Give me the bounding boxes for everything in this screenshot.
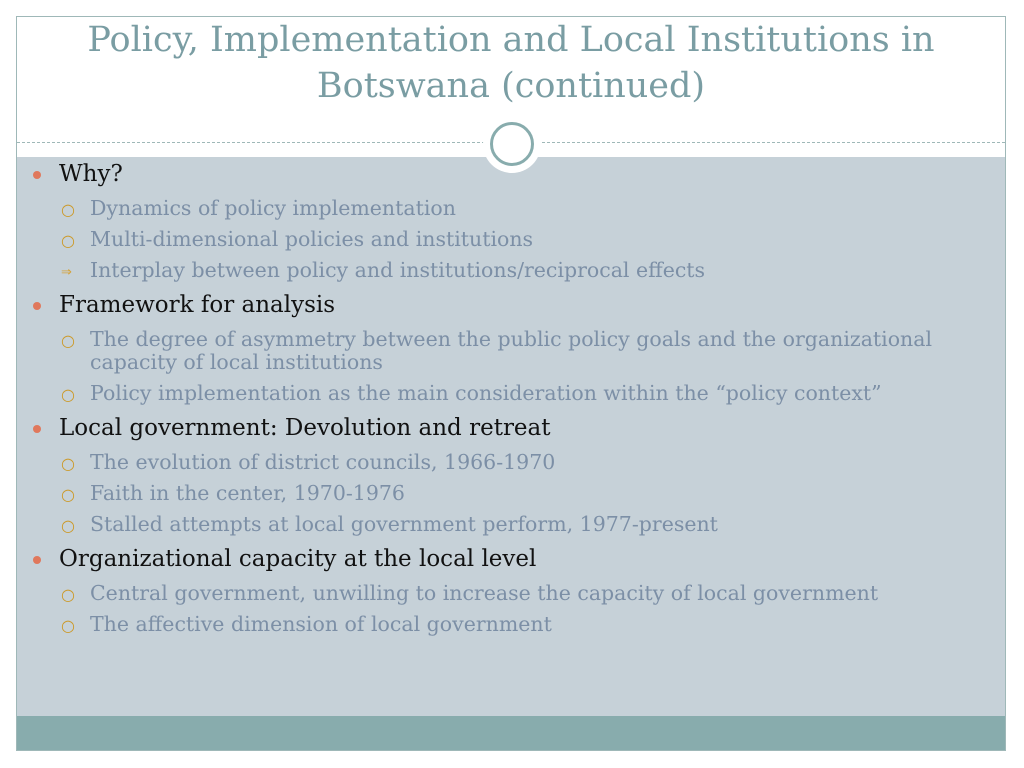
double-arrow-icon: ⇒ bbox=[61, 265, 72, 280]
sub-bullet bbox=[30, 451, 970, 474]
sub-bullet-text: Policy implementation as the main consideration within the “policy context” bbox=[90, 381, 882, 405]
hollow-circle-icon: ○ bbox=[61, 231, 75, 250]
slide-title: Policy, Implementation and Local Institutions in Botswana (continued) bbox=[87, 20, 935, 106]
sub-bullet bbox=[30, 197, 970, 220]
sub-bullet-text: Stalled attempts at local government perform, 1977-present bbox=[90, 512, 718, 536]
hollow-circle-icon: ○ bbox=[61, 616, 75, 635]
sub-bullet-text: Interplay between policy and institutions/reciprocal effects bbox=[90, 258, 706, 282]
bullet-heading bbox=[30, 413, 970, 443]
sub-bullet-text: Multi-dimensional policies and institutions bbox=[90, 227, 534, 251]
bullet-heading bbox=[30, 544, 970, 574]
sub-bullet bbox=[30, 582, 970, 605]
bullet-heading-text: Why? bbox=[59, 161, 123, 187]
sub-bullet-text: Central government, unwilling to increase the capacity of local government bbox=[90, 581, 879, 605]
bullet-heading bbox=[30, 290, 970, 320]
sub-bullet bbox=[30, 228, 970, 251]
bullet-heading-text: Framework for analysis bbox=[59, 292, 336, 318]
sub-bullet bbox=[30, 613, 970, 636]
hollow-circle-icon: ○ bbox=[61, 585, 75, 604]
sub-bullet bbox=[30, 513, 970, 536]
bullet-heading-text: Local government: Devolution and retreat bbox=[59, 415, 551, 441]
footer-band bbox=[17, 716, 1005, 750]
bullet-dot-icon bbox=[33, 171, 41, 179]
sub-bullet-text: The evolution of district councils, 1966-1970 bbox=[90, 450, 556, 474]
sub-bullet-text: The affective dimension of local government bbox=[90, 612, 552, 636]
sub-bullet bbox=[30, 482, 970, 505]
bullet-dot-icon bbox=[33, 425, 41, 433]
sub-bullet-text: Dynamics of policy implementation bbox=[90, 196, 456, 220]
bullet-list bbox=[30, 157, 970, 636]
bullet-dot-icon bbox=[33, 556, 41, 564]
sub-bullet-text: The degree of asymmetry between the public policy goals and the organizational capacity of local institutions bbox=[90, 327, 933, 374]
sub-bullet-text: Faith in the center, 1970-1976 bbox=[90, 481, 405, 505]
sub-bullet bbox=[30, 328, 970, 374]
sub-bullet bbox=[30, 382, 970, 405]
sub-bullet bbox=[30, 259, 970, 282]
hollow-circle-icon: ○ bbox=[61, 200, 75, 219]
hollow-circle-icon: ○ bbox=[61, 454, 75, 473]
bullet-heading-text: Organizational capacity at the local level bbox=[59, 546, 537, 572]
hollow-circle-icon: ○ bbox=[61, 385, 75, 404]
hollow-circle-icon: ○ bbox=[61, 331, 75, 350]
bullet-dot-icon bbox=[33, 302, 41, 310]
hollow-circle-icon: ○ bbox=[61, 516, 75, 535]
hollow-circle-icon: ○ bbox=[61, 485, 75, 504]
bullet-heading bbox=[30, 159, 970, 189]
